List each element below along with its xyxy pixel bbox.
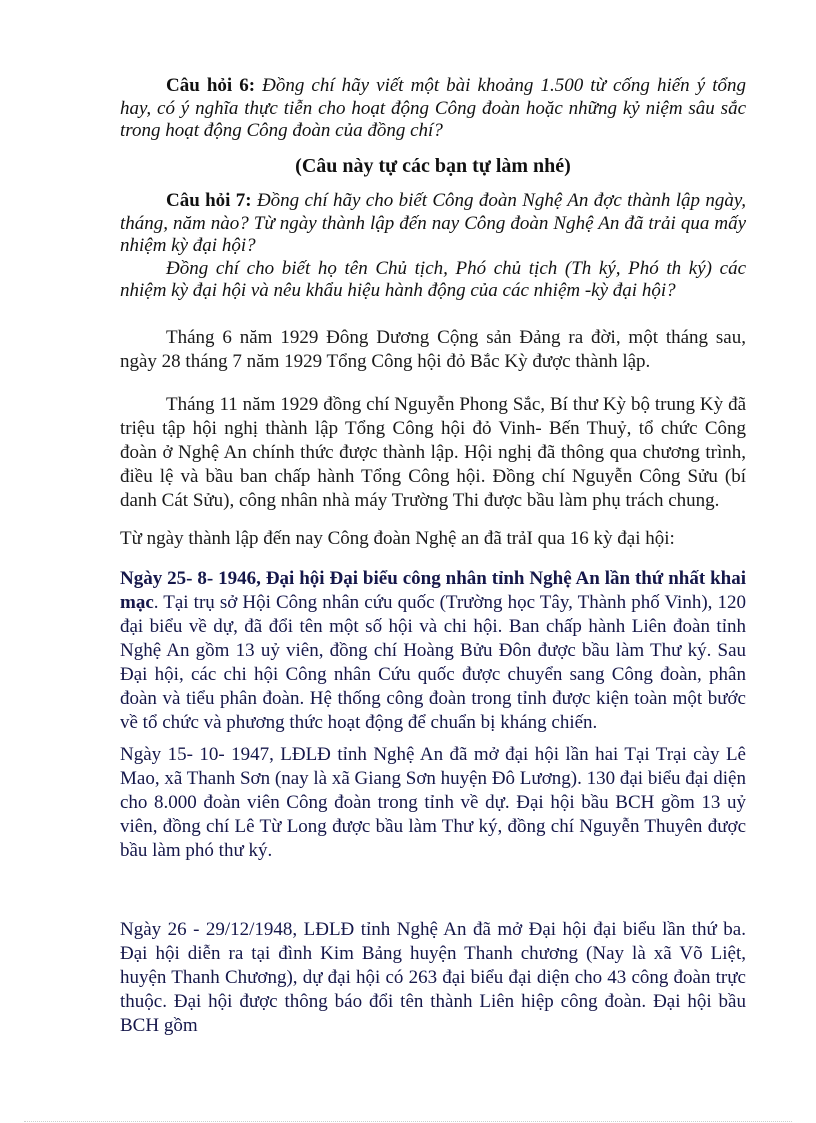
paragraph-2: Tháng 11 năm 1929 đồng chí Nguyễn Phong Sắc, Bí thư Kỳ bộ trung Kỳ đã triệu tập hội nghị thành lập Tổng Công hội đỏ Vinh- Bến Thuỷ, tổ chức Công đoàn ở Nghệ An chính thức được thành lập. Hội nghị đã thông qua chương trình, điều lệ và bầu ban chấp hành Tổng Công hội. Đồng chí Nguyễn Công Sửu (bí danh Cát Sửu), công nhân nhà máy Trường Thi được bầu làm phụ trách chung. xyxy=(120,394,746,511)
paragraph-4 xyxy=(120,567,746,735)
question-6-label: Câu hỏi 6: xyxy=(166,75,256,96)
page-footer-divider xyxy=(24,1121,792,1122)
question-7-label: Câu hỏi 7: xyxy=(166,190,252,211)
self-note-heading: (Câu này tự các bạn tự làm nhé) xyxy=(295,155,571,177)
paragraph-4-rest: . Tại trụ sở Hội Công nhân cứu quốc (Trường học Tây, Thành phố Vinh), 120 đại biểu về dự, đã đổi tên một số hội và chi hội. Ban chấp hành Liên đoàn tỉnh Nghệ An gồm 13 uỷ viên, đồng chí Hoàng Bửu Đôn được bầu làm Thư ký. Sau Đại hội, các chi hội Công nhân Cứu quốc được chuyển sang Công đoàn, phân đoàn và tiểu phân đoàn. Hệ thống công đoàn trong tỉnh được kiện toàn một bước về tổ chức và phương thức hoạt động để chuẩn bị kháng chiến. xyxy=(120,592,746,733)
question-7-text: Đồng chí hãy cho biết Công đoàn Nghệ An đợc thành lập ngày, tháng, năm nào? Từ ngày thành lập đến nay Công đoàn Nghệ An đã trải qua mấy nhiệm kỳ đại hội? xyxy=(120,190,746,256)
paragraph-3: Từ ngày thành lập đến nay Công đoàn Nghệ an đã trảI qua 16 kỳ đại hội: xyxy=(120,528,675,549)
question-7-text-2: Đồng chí cho biết họ tên Chủ tịch, Phó chủ tịch (Th ký, Phó th ký) các nhiệm kỳ đại hội và nêu khẩu hiệu hành động của các nhiệm -kỳ đại hội? xyxy=(120,257,746,301)
question-6 xyxy=(120,75,746,143)
paragraph-5: Ngày 15- 10- 1947, LĐLĐ tỉnh Nghệ An đã mở đại hội lần hai Tại Trại cày Lê Mao, xã Thanh Sơn (nay là xã Giang Sơn huyện Đô Lương). 130 đại biểu đại diện cho 8.000 đoàn viên Công đoàn trong tỉnh về dự. Đại hội bầu BCH gồm 13 uỷ viên, đồng chí Lê Từ Long được bầu làm Thư ký, đồng chí Nguyễn Thuyên được bầu làm phó thư ký. xyxy=(120,744,746,861)
question-6-text: Đồng chí hãy viết một bài khoảng 1.500 từ cống hiến ý tổng hay, có ý nghĩa thực tiễn cho hoạt động Công đoàn hoặc những kỷ niệm sâu sắc trong hoạt động Công đoàn của đồng chí? xyxy=(120,75,746,141)
paragraph-6: Ngày 26 - 29/12/1948, LĐLĐ tỉnh Nghệ An đã mở Đại hội đại biểu lần thứ ba. Đại hội diễn ra tại đình Kim Bảng huyện Thanh chương (Nay là xã Võ Liệt, huyện Thanh Chương), dự đại hội có 263 đại biểu đại diện cho 43 công đoàn trực thuộc. Đại hội được thông báo đổi tên thành Liên hiệp công đoàn. Đại hội bầu BCH gồm xyxy=(120,919,746,1036)
paragraph-4-bold: Ngày 25- 8- 1946, Đại hội Đại biểu công nhân tỉnh Nghệ An lần thứ nhất khai mạc xyxy=(120,568,746,613)
question-7 xyxy=(120,190,746,303)
paragraph-1: Tháng 6 năm 1929 Đông Dương Cộng sản Đảng ra đời, một tháng sau, ngày 28 tháng 7 năm 1929 Tổng Công hội đỏ Bắc Kỳ được thành lập. xyxy=(120,327,746,372)
